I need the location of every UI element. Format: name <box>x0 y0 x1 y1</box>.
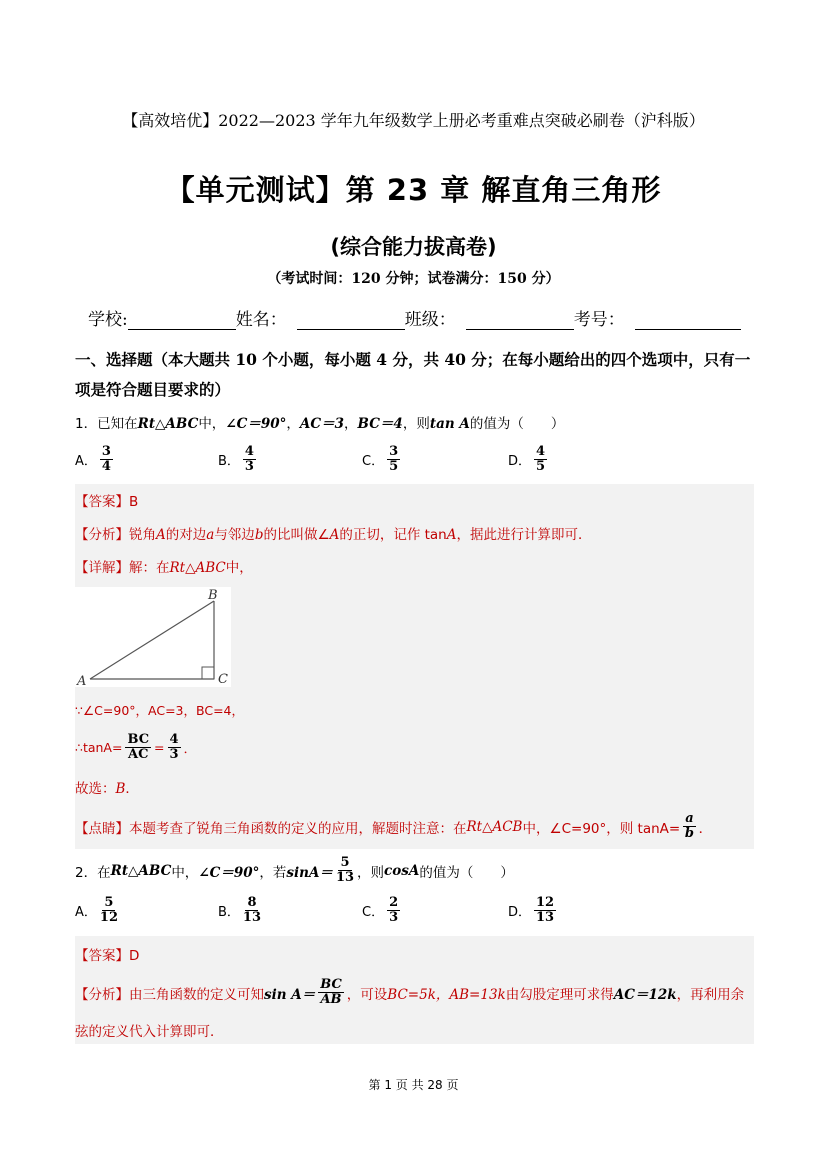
triangle-figure <box>75 587 231 687</box>
q1-comment: 【点睛】 本题考查了锐角三角函数的定义的应用，解题时注意：在 Rt△ACB 中，∠C=90°，则 tanA= $\frac{a}{b}$ ． <box>75 811 713 841</box>
name-blank[interactable] <box>297 311 405 330</box>
section-heading: 一、选择题（本大题共 10 个小题，每小题 4 分，共 40 分；在每小题给出的四个选项中，只有一项是符合题目要求的） <box>75 350 751 399</box>
q2-analysis-line2: 弦的定义代入计算即可． <box>75 1024 224 1040</box>
question-2: 2．在 Rt△ABC 中， ∠C＝90° ，若 sinA＝ $\frac{5}{13}$ ，则 cosA 的值为（ ） <box>75 855 514 885</box>
school-label: 学校: <box>88 310 128 330</box>
q1-option-a[interactable]: A． $\frac{3}{4}$ <box>75 444 111 474</box>
vertex-c-label: C <box>218 672 228 687</box>
name-label: 姓名： <box>235 310 287 330</box>
q2-analysis: 【分析】 由三角函数的定义可知 sin A＝ $\frac{BC}{AB}$ ，可设 BC=5k，AB=13k 由勾股定理可求得 AC＝12k ，再利用余 <box>75 977 745 1007</box>
class-label: 班级： <box>404 310 456 330</box>
q1-detail: 【详解】解：在Rt△ABC中， <box>75 560 253 576</box>
q2-option-a[interactable]: A． $\frac{5}{12}$ <box>75 895 118 925</box>
student-info-fields <box>88 305 741 330</box>
q2-option-d[interactable]: D． $\frac{12}{13}$ <box>508 895 555 925</box>
q1-option-c[interactable]: C． $\frac{3}{5}$ <box>362 444 399 474</box>
q1-given: ∵∠C=90°，AC=3，BC=4， <box>75 703 245 718</box>
question-1: 1．已知在Rt△ABC中，∠C＝90°，AC＝3，BC＝4，则tan A的值为（ ） <box>75 416 565 432</box>
q1-calculation: ∴tanA= $\frac{BC}{AC}$ = $\frac{4}{3}$ ． <box>75 732 197 762</box>
q1-answer: 【答案】B <box>75 494 139 510</box>
q1-choice: 故选：B． <box>75 781 139 797</box>
series-title: 【高效培优】2022—2023 学年九年级数学上册必考重难点突破必刷卷（沪科版） <box>122 111 705 130</box>
exam-no-label: 考号： <box>573 310 625 330</box>
sub-title: (综合能力拔高卷) <box>330 235 497 259</box>
q2-option-c[interactable]: C． $\frac{2}{3}$ <box>362 895 399 925</box>
vertex-a-label: A <box>77 674 87 687</box>
q2-answer: 【答案】D <box>75 948 140 964</box>
exam-no-blank[interactable] <box>635 311 741 330</box>
exam-info: （考试时间：120 分钟；试卷满分：150 分） <box>267 271 560 287</box>
q1-option-b[interactable]: B． $\frac{4}{3}$ <box>218 444 254 474</box>
page-footer: 第 1 页 共 28 页 <box>368 1078 459 1092</box>
q2-option-b[interactable]: B． $\frac{8}{13}$ <box>218 895 262 925</box>
school-blank[interactable] <box>128 311 236 330</box>
class-blank[interactable] <box>466 311 574 330</box>
q1-analysis: 【分析】锐角A的对边a与邻边b的比叫做∠A的正切，记作 tanA，据此进行计算即可． <box>75 527 592 543</box>
q1-option-d[interactable]: D． $\frac{4}{5}$ <box>508 444 546 474</box>
vertex-b-label: B <box>208 588 218 603</box>
page-title: 【单元测试】第 23 章 解直角三角形 <box>165 173 662 207</box>
